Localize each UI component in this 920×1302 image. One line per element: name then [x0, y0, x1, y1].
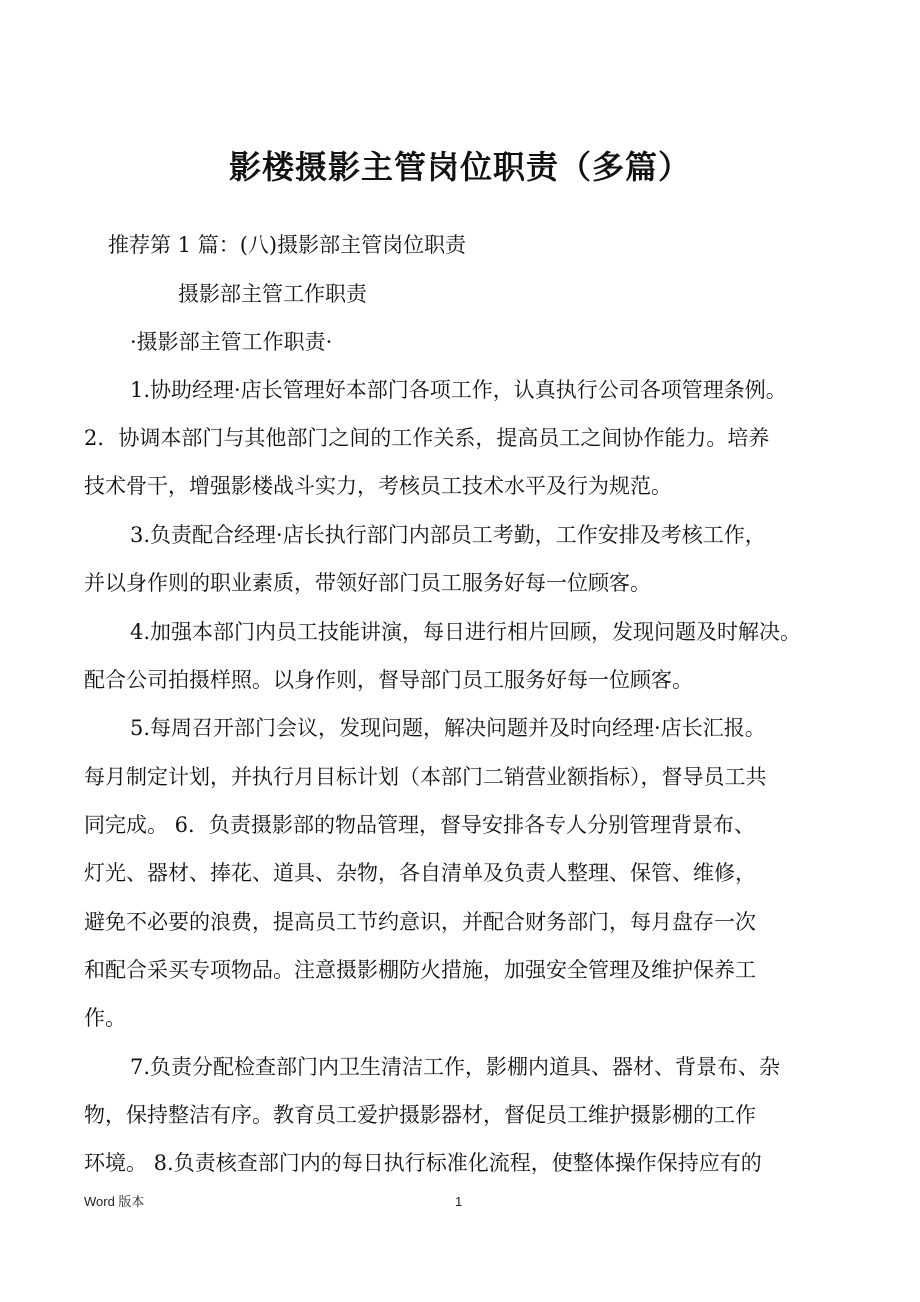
- paragraph-line: 每月制定计划，并执行月目标计划（本部门二销营业额指标），督导员工共: [84, 765, 767, 789]
- document-title: 影楼摄影主管岗位职责（多篇）: [228, 148, 691, 186]
- section-heading: 摄影部主管工作职责: [178, 282, 367, 306]
- paragraph-line: 2．协调本部门与其他部门之间的工作关系，提高员工之间协作能力。培养: [84, 426, 770, 450]
- paragraph-line: 同完成。 6．负责摄影部的物品管理，督导安排各专人分别管理背景布、: [84, 813, 756, 837]
- paragraph-line: 物，保持整洁有序。教育员工爱护摄影器材，督促员工维护摄影棚的工作: [84, 1103, 756, 1127]
- sub-heading: ·摄影部主管工作职责·: [130, 330, 333, 354]
- paragraph-line: 技术骨干，增强影楼战斗实力，考核员工技术水平及行为规范。: [84, 474, 672, 498]
- page-number: 1: [455, 1194, 463, 1209]
- paragraph-line: 4.加强本部门内员工技能讲演，每日进行相片回顾，发现问题及时解决。: [130, 620, 802, 644]
- paragraph-line: 和配合采买专项物品。注意摄影棚防火措施，加强安全管理及维护保养工: [84, 958, 756, 982]
- paragraph-line: 避免不必要的浪费，提高员工节约意识，并配合财务部门，每月盘存一次: [84, 910, 756, 934]
- paragraph-line: 1.协助经理·店长管理好本部门各项工作，认真执行公司各项管理条例。: [130, 378, 787, 402]
- paragraph-line: 并以身作则的职业素质，带领好部门员工服务好每一位顾客。: [84, 571, 651, 595]
- paragraph-line: 灯光、器材、捧花、道具、杂物，各自清单及负责人整理、保管、维修，: [84, 861, 756, 885]
- footer-label: Word 版本: [84, 1194, 145, 1209]
- paragraph-line: 配合公司拍摄样照。以身作则，督导部门员工服务好每一位顾客。: [84, 668, 693, 692]
- paragraph-line: 环境。 8.负责核查部门内的每日执行标准化流程，使整体操作保持应有的: [84, 1151, 762, 1175]
- paragraph-line: 3.负责配合经理·店长执行部门内部员工考勤，工作安排及考核工作，: [130, 523, 766, 547]
- paragraph-line: 7.负责分配检查部门内卫生清洁工作，影棚内道具、器材、背景布、杂: [130, 1055, 781, 1079]
- paragraph-line: 作。: [84, 1006, 126, 1030]
- paragraph-line: 5.每周召开部门会议，发现问题，解决问题并及时向经理·店长汇报。: [130, 716, 766, 740]
- recommend-heading: 推荐第 1 篇：(八)摄影部主管岗位职责: [108, 233, 467, 257]
